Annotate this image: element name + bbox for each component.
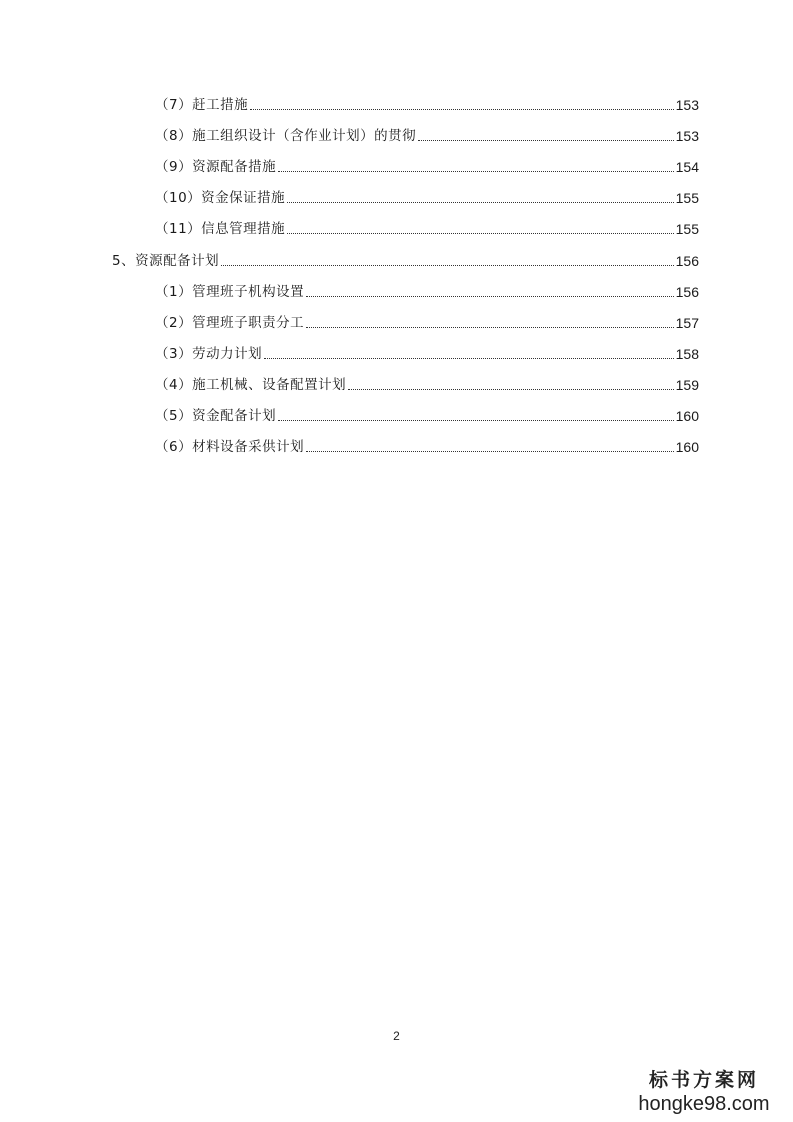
toc-entry[interactable] [155,219,699,239]
toc-entry[interactable] [155,406,699,426]
table-of-contents [0,0,793,470]
toc-leader-dots [348,389,674,390]
watermark [629,1068,779,1116]
page-number: 2 [393,1029,400,1043]
toc-entry-page: 160 [675,439,699,455]
toc-section-entry[interactable] [112,251,699,271]
toc-entry-page: 153 [675,97,699,113]
toc-entry[interactable] [155,282,699,302]
toc-leader-dots [306,451,674,452]
watermark-title: 标书方案网 [648,1069,759,1091]
toc-leader-dots [278,171,674,172]
toc-entry-label: （7）赶工措施 [155,97,249,113]
toc-entry-page: 155 [675,190,699,206]
toc-entry-label: （8）施工组织设计（含作业计划）的贯彻 [155,128,417,144]
toc-entry-page: 160 [675,408,699,424]
toc-entry-label: （5）资金配备计划 [155,408,277,424]
toc-entry-label: （11）信息管理措施 [155,221,286,237]
toc-leader-dots [221,265,674,266]
toc-entry-page: 155 [675,221,699,237]
toc-entry[interactable] [155,126,699,146]
toc-entry[interactable] [155,375,699,395]
toc-entry-page: 158 [675,346,699,362]
toc-leader-dots [264,358,674,359]
toc-entry-label: 5、资源配备计划 [112,253,220,269]
toc-leader-dots [306,327,674,328]
toc-entry[interactable] [155,157,699,177]
toc-entry-label: （4）施工机械、设备配置计划 [155,377,347,393]
toc-entry[interactable] [155,188,699,208]
toc-entry-label: （10）资金保证措施 [155,190,286,206]
toc-entry-label: （2）管理班子职责分工 [155,315,305,331]
toc-leader-dots [287,202,673,203]
toc-leader-dots [278,420,674,421]
watermark-url: hongke98.com [638,1093,770,1115]
toc-leader-dots [250,109,674,110]
toc-leader-dots [418,140,674,141]
toc-entry-label: （3）劳动力计划 [155,346,263,362]
toc-entry[interactable] [155,95,699,115]
toc-entry-label: （6）材料设备采供计划 [155,439,305,455]
toc-entry-page: 157 [675,315,699,331]
toc-entry-page: 154 [675,159,699,175]
toc-entry-label: （1）管理班子机构设置 [155,284,305,300]
toc-entry-page: 156 [675,253,699,269]
toc-leader-dots [306,296,674,297]
toc-entry[interactable] [155,313,699,333]
toc-entry[interactable] [155,437,699,457]
toc-entry-page: 153 [675,128,699,144]
toc-entry[interactable] [155,344,699,364]
toc-leader-dots [287,233,673,234]
toc-entry-page: 159 [675,377,699,393]
toc-entry-page: 156 [675,284,699,300]
toc-entry-label: （9）资源配备措施 [155,159,277,175]
